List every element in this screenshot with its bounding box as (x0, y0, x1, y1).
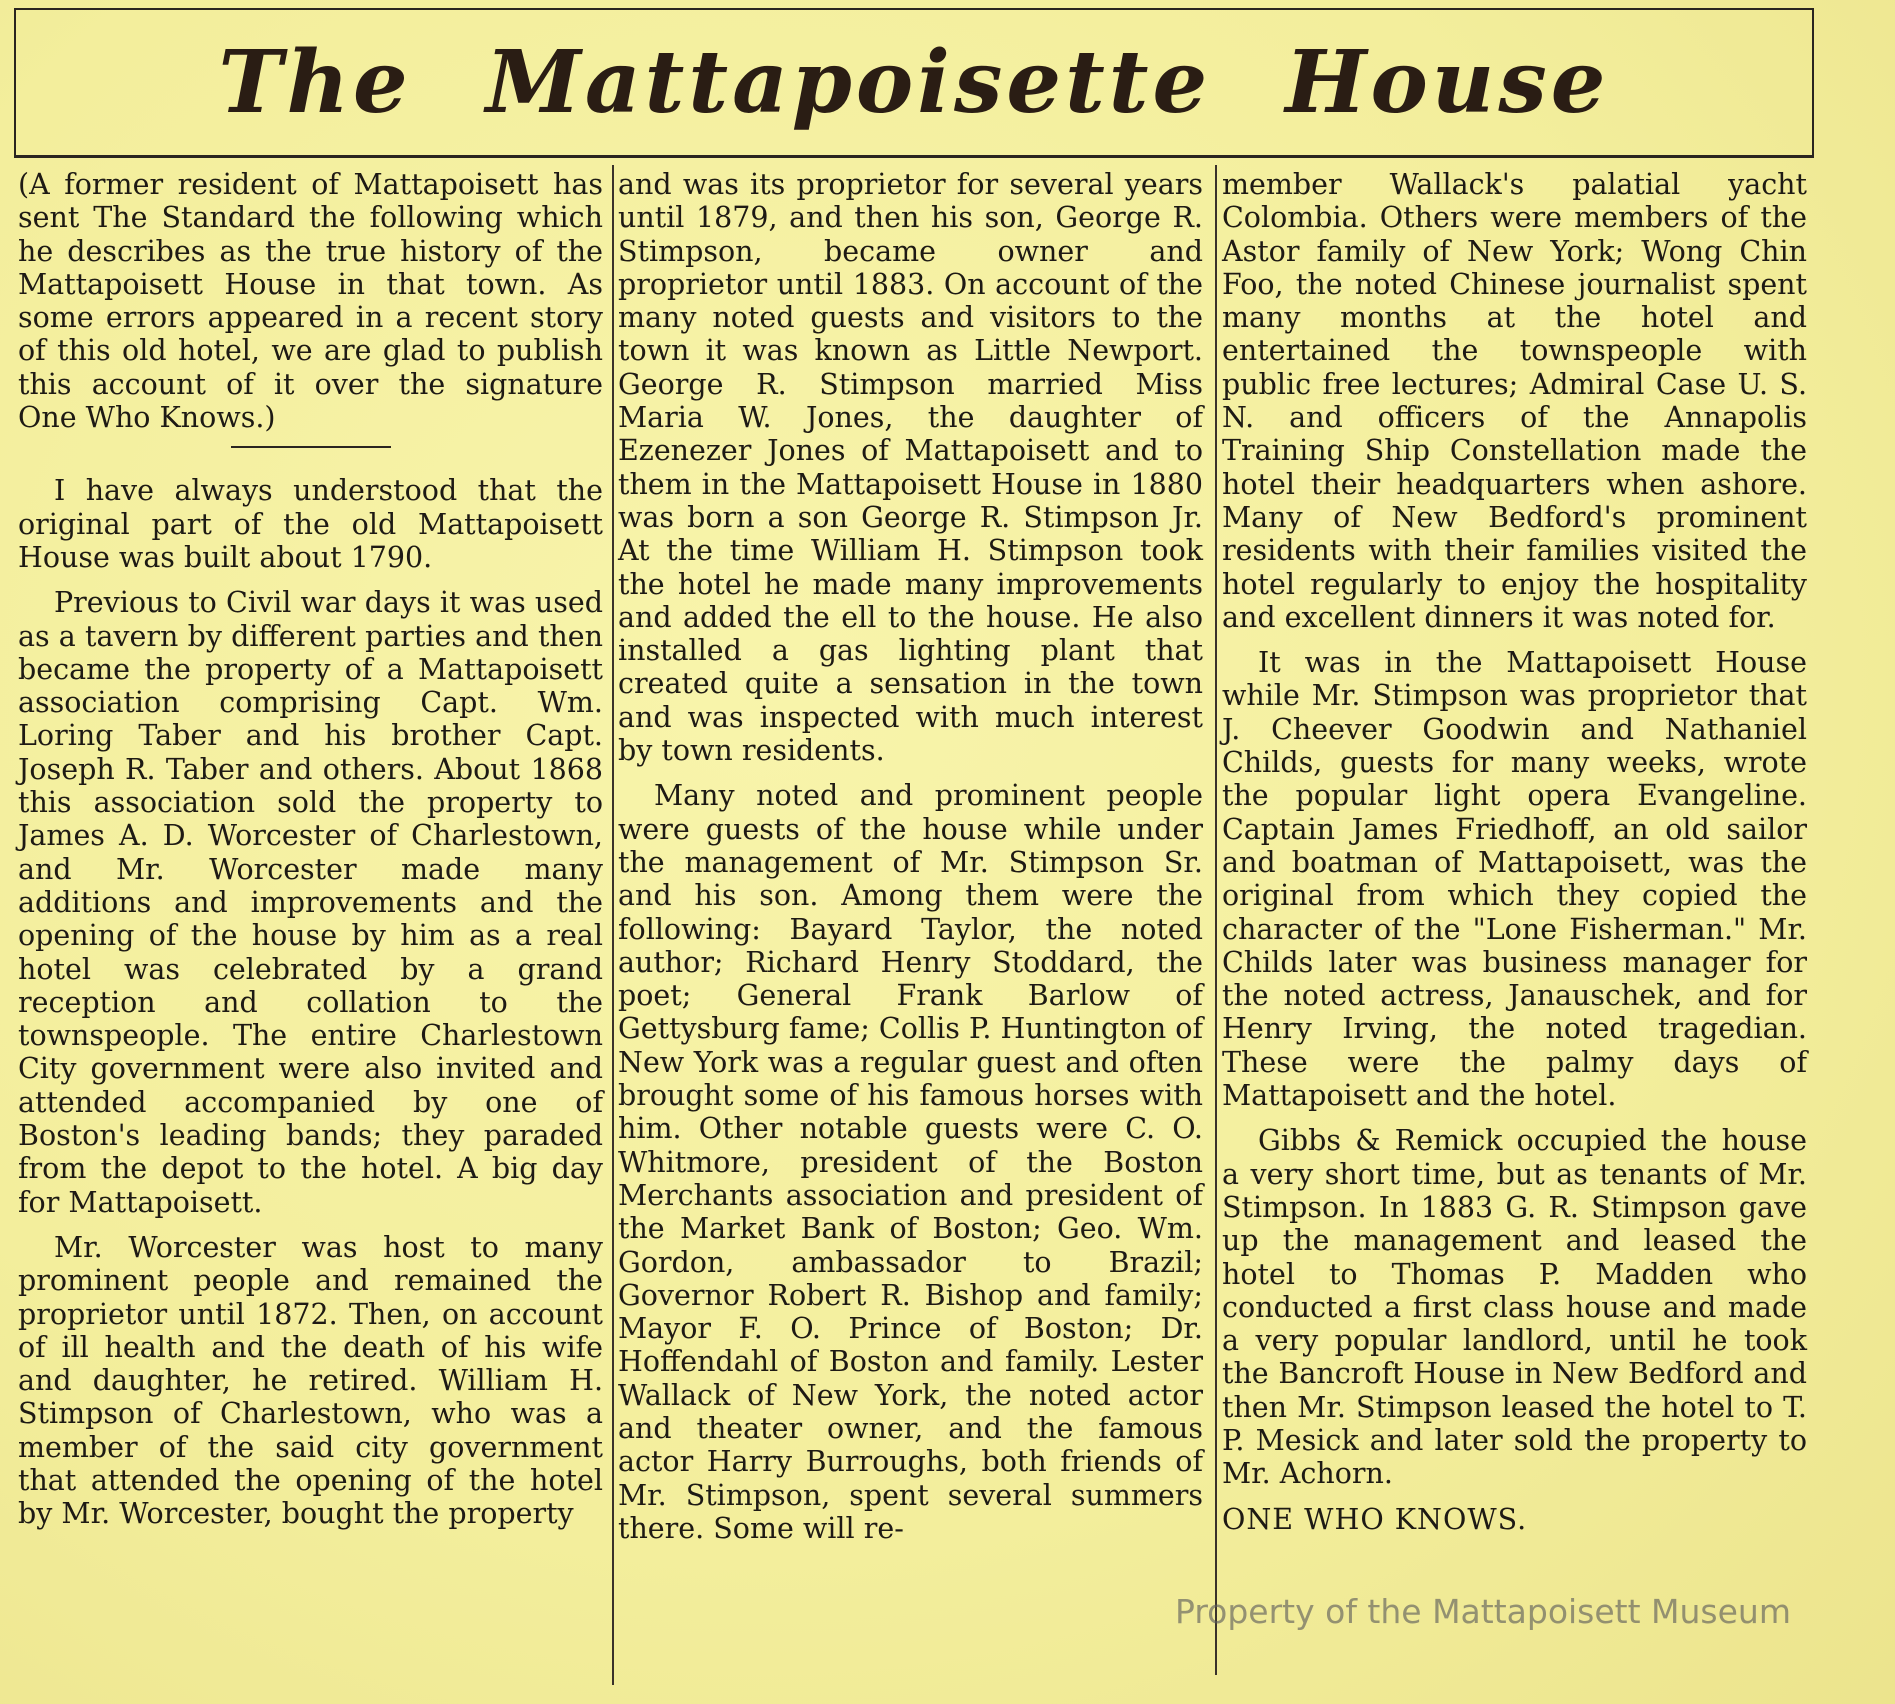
paragraph: Previous to Civil war days it was used as a tavern by different parties and then became the property of a Mattapoisett association comprising Capt. Wm. Loring Taber and his brother Capt. Joseph R. Taber and others. About 1868 this association sold the property to James A. D. Worcester of Charlestown, and Mr. Worcester made many additions and improvements and the opening of the house by him as a real hotel was celebrated by a grand reception and collation to the townspeople. The entire Charlestown City government were also invited and attended accompanied by one of Boston's leading bands; they paraded from the depot to the hotel. A big day for Mattapoisett. (18, 586, 603, 1219)
paragraph: I have always understood that the original part of the old Mattapoisett House was built about 1790. (18, 474, 603, 574)
column-rule-1 (612, 165, 614, 1685)
signature: ONE WHO KNOWS. (1222, 1502, 1528, 1536)
paragraph: and was its proprietor for several years until 1879, and then his son, George R. Stimpson, became owner and proprietor until 1883. On account of the many noted guests and visitors to the town it was known as Little Newport. George R. Stimpson married Miss Maria W. Jones, the daughter of Ezenezer Jones of Mattapoisett and to them in the Mattapoisett House in 1880 was born a son George R. Stimpson Jr. At the time William H. Stimpson took the hotel he made many improvements and added the ell to the house. He also installed a gas lighting plant that created quite a sensation in the town and was inspected with much interest by town residents. (618, 168, 1203, 768)
editor-note: (A former resident of Mattapoisett has sent The Standard the following which he describes as the true history of the Mattapoisett House in that town. As some errors appeared in a recent story of this old hotel, we are glad to publish this account of it over the signature One Who Knows.) (18, 168, 603, 435)
paragraph: member Wallack's palatial yacht Colombia. Others were members of the Astor family of New York; Wong Chin Foo, the noted Chinese journalist spent many months at the hotel and entertained the townspeople with public free lectures; Admiral Case U. S. N. and officers of the Annapolis Training Ship Constellation made the hotel their headquarters when ashore. Many of New Bedford's prominent residents with their families visited the hotel regularly to enjoy the hospitality and excellent dinners it was noted for. (1222, 168, 1807, 634)
headline-box (14, 8, 1814, 158)
column-3 (1222, 168, 1807, 1536)
paragraph: Many noted and prominent people were guests of the house while under the management of Mr. Stimpson Sr. and his son. Among them were the following: Bayard Taylor, the noted author; Richard Henry Stoddard, the poet; General Frank Barlow of Gettysburg fame; Collis P. Huntington of New York was a regular guest and often brought some of his famous horses with him. Other notable guests were C. O. Whitmore, president of the Boston Merchants association and president of the Market Bank of Boston; Geo. Wm. Gordon, ambassador to Brazil; Governor Robert R. Bishop and family; Mayor F. O. Prince of Boston; Dr. Hoffendahl of Boston and family. Lester Wallack of New York, the noted actor and theater owner, and the famous actor Harry Burroughs, both friends of Mr. Stimpson, spent several summers there. Some will re- (618, 779, 1203, 1545)
column-2 (618, 168, 1203, 1557)
paragraph: It was in the Mattapoisett House while Mr. Stimpson was proprietor that J. Cheever Goodwin and Nathaniel Childs, guests for many weeks, wrote the popular light opera Evangeline. Captain James Friedhoff, an old sailor and boatman of Mattapoisett, was the original from which they copied the character of the "Lone Fisherman." Mr. Childs later was business manager for the noted actress, Janauschek, and for Henry Irving, the noted tragedian. These were the palmy days of Mattapoisett and the hotel. (1222, 646, 1807, 1113)
paragraph: Gibbs & Remick occupied the house a very short time, but as tenants of Mr. Stimpson. In 1883 G. R. Stimpson gave up the management and leased the hotel to Thomas P. Madden who conducted a first class house and made a very popular landlord, until he took the Bancroft House in New Bedford and then Mr. Stimpson leased the hotel to T. P. Mesick and later sold the property to Mr. Achorn. (1222, 1124, 1807, 1491)
museum-watermark: Property of the Mattapoisett Museum (1175, 1592, 1791, 1631)
separator-rule (231, 446, 391, 448)
headline: The Mattapoisette House (218, 32, 1610, 133)
column-1 (18, 168, 603, 1543)
column-rule-2 (1215, 165, 1217, 1675)
paragraph: Mr. Worcester was host to many prominent people and remained the proprietor until 1872. Then, on account of ill health and the death of his wife and daughter, he retired. William H. Stimpson of Charlestown, who was a member of the said city government that attended the opening of the hotel by Mr. Worcester, bought the property (18, 1230, 603, 1531)
